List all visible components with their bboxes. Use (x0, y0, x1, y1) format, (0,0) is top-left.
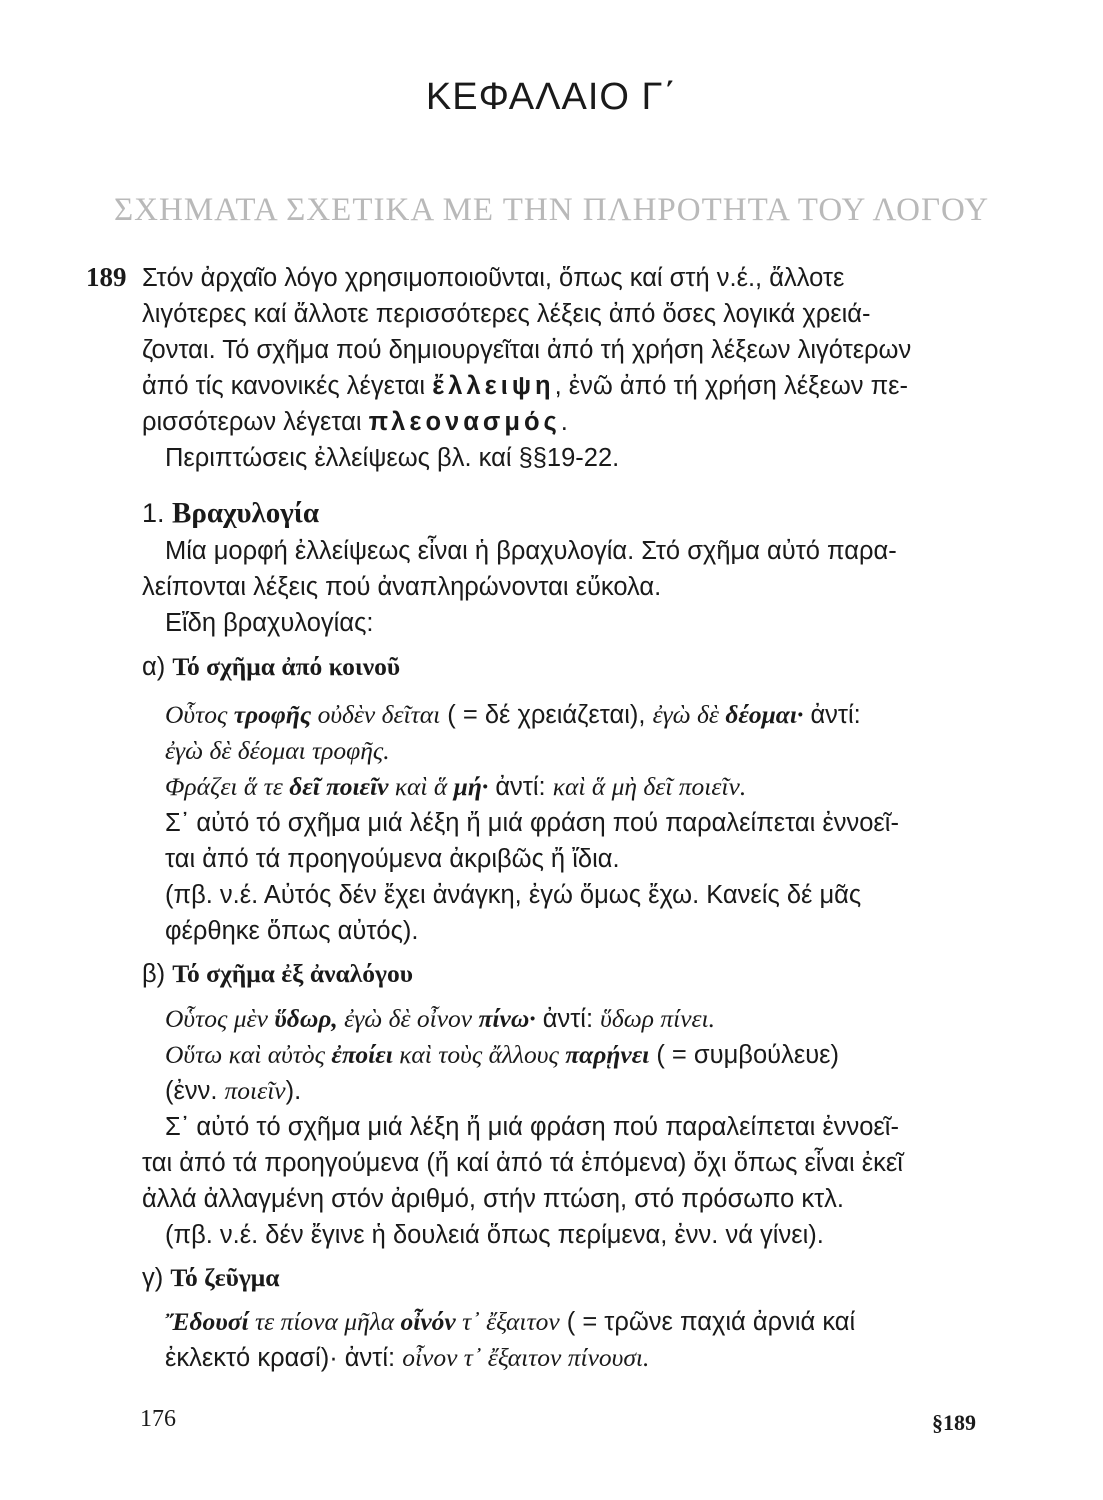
text-line: Σ᾽ αὐτό τό σχῆμα μιά λέξη ἤ μιά φράση πού παραλείπεται ἐννοεῖ- (165, 809, 899, 837)
item-heading (142, 651, 400, 683)
subsection-title: Βραχυλογία (172, 497, 320, 529)
text-span: ἐγὼ δὲ (652, 700, 726, 729)
text-span: ὕδωρ, (274, 1004, 338, 1033)
text-span: τε πίονα μῆλα (248, 1307, 401, 1336)
chapter-title: ΚΕΦΑΛΑΙΟ Γ΄ (425, 76, 678, 118)
text-line: Σ᾽ αὐτό τό σχῆμα μιά λέξη ἤ μιά φράση πού παραλείπεται ἐννοεῖ- (165, 1113, 899, 1141)
text-line: Περιπτώσεις ἐλλείψεως βλ. καί §§19-22. (165, 444, 620, 472)
text-span: Οὗτος (165, 700, 234, 729)
example-line (165, 1306, 855, 1338)
text-span: ρισσότερων λέγεται (142, 408, 369, 436)
text-line: Μία μορφή ἐλλείψεως εἶναι ἡ βραχυλογία. Στό σχῆμα αὐτό παρα- (165, 537, 897, 565)
text-span: ποιεῖν (224, 1076, 286, 1105)
text-line: (πβ. ν.έ. δέν ἔγινε ἡ δουλειά ὅπως περίμενα, ἐνν. νά γίνει). (165, 1221, 824, 1249)
text-span: Ἔδουσί (165, 1307, 249, 1336)
item-title: Τό ζεῦγμα (170, 1263, 280, 1292)
item-title: Τό σχῆμα ἐξ ἀναλόγου (172, 959, 413, 988)
text-span: ἀπό τίς κανονικές λέγεται (142, 372, 433, 400)
text-span: ἐγὼ δὲ οἶνον (337, 1004, 479, 1033)
item-title: Τό σχῆμα ἀπό κοινοῦ (172, 652, 401, 681)
example-line: ἐγὼ δὲ δέομαι τροφῆς. (165, 736, 390, 765)
text-line: λείπονται λέξεις πού ἀναπληρώνονται εὔκολα. (142, 573, 662, 601)
text-span: πίνω· (478, 1004, 536, 1033)
text-line (165, 1342, 649, 1374)
subsection-number: 1. (142, 498, 165, 528)
text-line: Εἴδη βραχυλογίας: (165, 609, 374, 637)
text-span: οἶνόν (400, 1307, 456, 1336)
item-label: β) (142, 960, 166, 988)
text-line: ται ἀπό τά προηγούμενα (ἤ καί ἀπό τά ἑπόμενα) ὄχι ὅπως εἶναι ἐκεῖ (142, 1149, 903, 1177)
section-heading: ΣΧΗΜΑΤΑ ΣΧΕΤΙΚΑ ΜΕ ΤΗΝ ΠΛΗΡΟΤΗΤΑ ΤΟΥ ΛΟΓΟΥ (113, 192, 990, 228)
text-span: Οὕτω καὶ αὐτὸς (165, 1040, 332, 1069)
text-span: ( = δέ χρειάζεται), (440, 701, 653, 729)
item-heading (142, 1262, 279, 1294)
text-span: ἀντί: (803, 701, 861, 729)
example-line (165, 771, 746, 803)
text-span: ἀντί: (488, 773, 553, 801)
item-label: α) (142, 653, 166, 681)
text-span: Φράζει ἅ τε (165, 772, 290, 801)
text-span: μή· (453, 772, 489, 801)
text-span: ἐποίει (331, 1040, 393, 1069)
text-span: οὐδὲν δεῖται (311, 700, 441, 729)
text-span: ). (285, 1077, 302, 1105)
text-span: ( = συμβούλευε) (649, 1041, 839, 1069)
text-span: καὶ τοὺς ἄλλους (392, 1040, 566, 1069)
text-span: . (560, 408, 568, 436)
text-line (142, 370, 908, 402)
text-span: οἶνον τ᾽ ἔξαιτον πίνουσι. (402, 1343, 650, 1372)
text-span: καὶ ἅ (388, 772, 454, 801)
item-label: γ) (142, 1264, 164, 1292)
text-span: ( = τρῶνε παχιά ἀρνιά καί (559, 1308, 856, 1336)
text-span: (ἐνν. (165, 1077, 225, 1105)
text-span: καὶ ἅ μὴ δεῖ ποιεῖν. (552, 772, 747, 801)
subsection-heading (142, 497, 319, 529)
page-number: 176 (140, 1406, 176, 1432)
text-span: τροφῆς (233, 700, 312, 729)
text-line: ἀλλά ἀλλαγμένη στόν ἀριθμό, στήν πτώση, στό πρόσωπο κτλ. (142, 1185, 845, 1213)
text-span: ἐκλεκτό κρασί)· ἀντί: (165, 1344, 403, 1372)
text-line (165, 1075, 301, 1107)
text-line: Στόν ἀρχαῖο λόγο χρησιμοποιοῦνται, ὅπως καί στή ν.έ., ἄλλοτε (142, 264, 845, 292)
text-line (142, 406, 568, 438)
text-span: παρῄνει (565, 1040, 650, 1069)
example-line (165, 1003, 715, 1035)
text-span: ἀντί: (535, 1005, 601, 1033)
text-span: δέομαι· (725, 700, 804, 729)
example-line (165, 1039, 839, 1071)
text-span: ὕδωρ πίνει. (600, 1004, 716, 1033)
item-heading (142, 958, 413, 990)
section-number: 189 (86, 262, 127, 292)
section-reference: §189 (932, 1410, 976, 1435)
text-line: (πβ. ν.έ. Αὐτός δέν ἔχει ἀνάγκη, ἐγώ ὅμως ἔχω. Κανείς δέ μᾶς (165, 881, 862, 909)
text-line: λιγότερες καί ἄλλοτε περισσότερες λέξεις ἀπό ὅσες λογικά χρειά- (142, 300, 871, 328)
text-span: Οὗτος μὲν (165, 1004, 275, 1033)
text-line: φέρθηκε ὅπως αὐτός). (165, 917, 419, 945)
text-span: , ἐνῶ ἀπό τή χρήση λέξεων πε- (554, 372, 909, 400)
text-span: δεῖ ποιεῖν (289, 772, 389, 801)
example-line (165, 699, 861, 731)
text-line: ται ἀπό τά προηγούμενα ἀκριβῶς ἤ ἴδια. (165, 845, 620, 873)
text-span: τ᾽ ἔξαιτον (455, 1307, 560, 1336)
text-line: ζονται. Τό σχῆμα πού δημιουργεῖται ἀπό τή χρήση λέξεων λιγότερων (142, 336, 912, 364)
term-ellipsis: ἔλλειψη (432, 372, 555, 400)
term-pleonasm: πλεονασμός (368, 408, 561, 436)
